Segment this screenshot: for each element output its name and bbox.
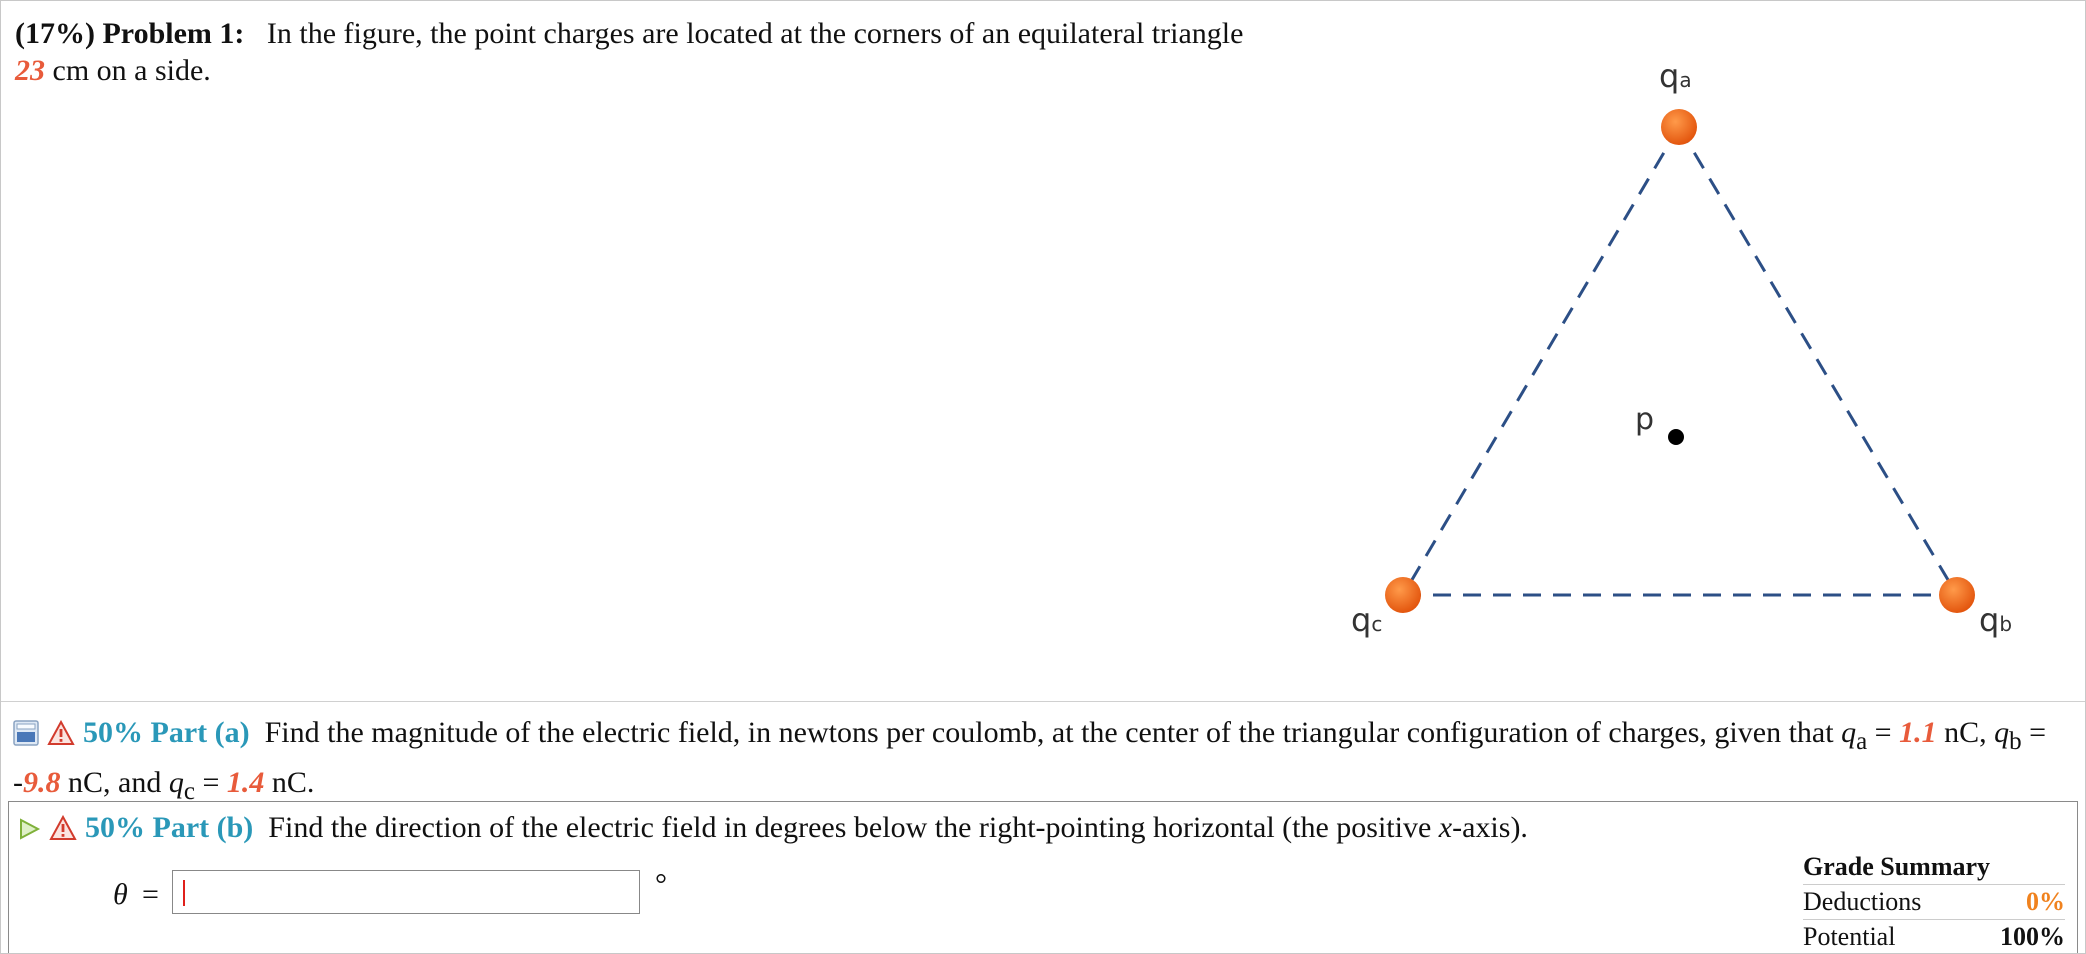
charge-b [1939, 577, 1975, 613]
qa-symbol: q [1841, 716, 1857, 749]
problem-statement [15, 15, 1255, 89]
edge-a-c [1403, 127, 1679, 595]
qb-value: 9.8 [23, 766, 61, 799]
part-a-question [13, 712, 2073, 812]
part-a-heading: 50% Part (a) [83, 716, 250, 749]
charge-a [1661, 109, 1697, 145]
charge-c [1385, 577, 1421, 613]
potential-value: 100% [2000, 922, 2065, 951]
problem-label: Problem 1: [102, 17, 245, 50]
potential-row [1803, 920, 2065, 954]
part-a-section [1, 701, 2085, 805]
qa-value: 1.1 [1899, 716, 1937, 749]
qa-unit: nC, [1944, 716, 1987, 749]
calculator-icon[interactable] [13, 720, 39, 746]
side-length-value: 23 [15, 54, 45, 87]
qc-subscript: c [183, 778, 195, 805]
warning-icon [47, 720, 75, 746]
grade-summary [1803, 852, 2065, 954]
label-qc: qc [1351, 601, 1383, 639]
deductions-row [1803, 885, 2065, 920]
qc-symbol: q [168, 766, 184, 799]
grade-summary-title: Grade Summary [1803, 852, 2065, 885]
label-qb: qb [1979, 601, 2013, 639]
degree-unit: ° [655, 868, 667, 901]
deductions-label: Deductions [1803, 887, 1922, 916]
qa-subscript: a [1856, 728, 1868, 755]
part-b-text-end: -axis). [1452, 811, 1528, 844]
qc-value: 1.4 [226, 766, 265, 799]
potential-label: Potential [1803, 922, 1896, 951]
part-b-section [8, 801, 2078, 954]
label-qa: qa [1659, 57, 1692, 95]
edge-a-b [1679, 127, 1957, 595]
triangle-figure [1301, 41, 2061, 661]
triangle-edges [1403, 127, 1957, 595]
qa-equals: = [1867, 716, 1900, 749]
label-p: p [1635, 402, 1655, 437]
problem-text-after: cm on a side. [52, 54, 211, 87]
qc-unit: nC. [271, 766, 315, 799]
part-b-question [17, 808, 1528, 848]
theta-equals: = [142, 878, 159, 911]
axis-variable: x [1438, 811, 1453, 844]
text-cursor [183, 880, 185, 906]
play-arrow-icon[interactable] [17, 817, 41, 841]
qb-equals: = - [13, 716, 2047, 799]
problem-text-before: In the figure, the point charges are located at the corners of an equilateral triangle [266, 17, 1244, 50]
part-b-text: Find the direction of the electric field in degrees below the right-pointing horizontal (the positive [268, 811, 1432, 844]
qb-unit: nC, and [68, 766, 162, 799]
qb-subscript: b [2009, 728, 2022, 755]
problem-percent: (17%) [15, 17, 95, 50]
warning-icon [49, 815, 77, 841]
qc-equals: = [194, 766, 227, 799]
theta-symbol: θ [113, 878, 128, 911]
deductions-value: 0% [2026, 887, 2065, 916]
answer-input[interactable] [172, 870, 640, 914]
center-point-p [1668, 429, 1684, 445]
qb-symbol: q [1994, 716, 2010, 749]
part-a-text: Find the magnitude of the electric field, in newtons per coulomb, at the center of the triangular configuration of charges, given that [264, 716, 1834, 749]
part-b-heading: 50% Part (b) [85, 811, 254, 844]
